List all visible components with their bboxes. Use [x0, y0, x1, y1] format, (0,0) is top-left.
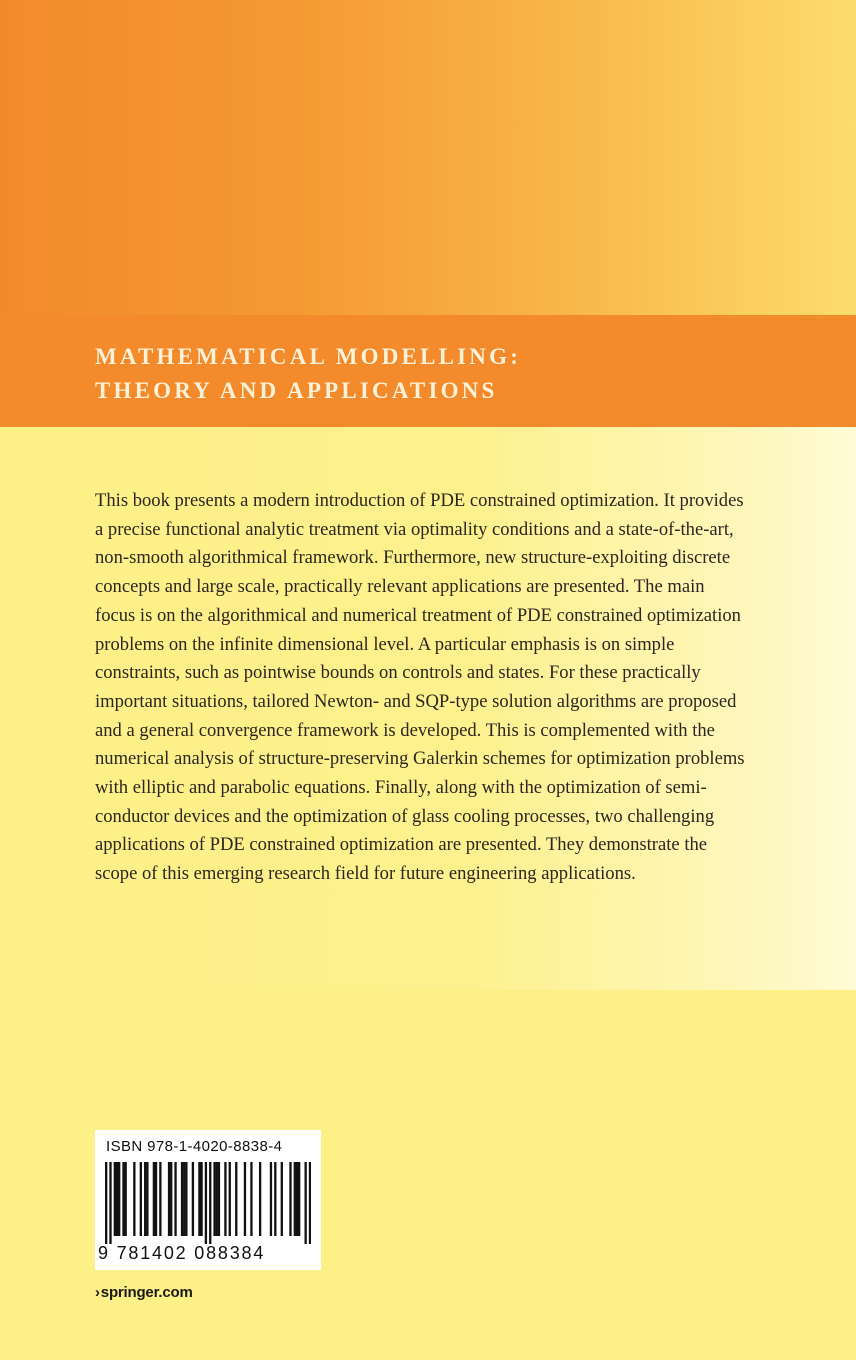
barcode-bar — [181, 1162, 183, 1236]
barcode-bar — [259, 1162, 261, 1236]
series-title-line-1: MATHEMATICAL MODELLING: — [95, 344, 522, 369]
barcode-bar — [122, 1162, 124, 1236]
barcode-bar — [183, 1162, 185, 1236]
barcode-bar — [174, 1162, 176, 1236]
barcode-bar — [116, 1162, 118, 1236]
barcode-bar — [159, 1162, 161, 1236]
barcode-bar — [170, 1162, 172, 1236]
barcode-bar — [270, 1162, 272, 1236]
barcode-bar — [216, 1162, 218, 1236]
description-line: and a general convergence framework is developed. This is complemented with the — [95, 719, 715, 741]
barcode-bar — [185, 1162, 187, 1236]
publisher-website-link[interactable] — [95, 1284, 193, 1301]
barcode-bar — [118, 1162, 120, 1236]
description-line: a precise functional analytic treatment via optimality conditions and a state-of-the-art, — [95, 518, 734, 540]
barcode-bar — [218, 1162, 220, 1236]
barcode-bar — [146, 1162, 148, 1236]
barcode-bar — [235, 1162, 237, 1236]
barcode-bar — [198, 1162, 200, 1236]
barcode-bar — [114, 1162, 116, 1236]
barcode-bar — [296, 1162, 298, 1236]
barcode-bar — [309, 1162, 311, 1244]
barcode-digits: 9 781402 088384 — [98, 1243, 266, 1263]
series-title — [95, 340, 521, 408]
barcode-bar — [298, 1162, 300, 1236]
description-line: scope of this emerging research field for future engineering applications. — [95, 863, 636, 885]
barcode-bar — [133, 1162, 135, 1236]
barcode-bar — [109, 1162, 111, 1244]
barcode-bar — [125, 1162, 127, 1236]
barcode-bar — [209, 1162, 211, 1244]
description-line: concepts and large scale, practically relevant applications are presented. The main — [95, 576, 705, 598]
barcode-bar — [244, 1162, 246, 1236]
barcode-bar — [250, 1162, 252, 1236]
barcode-bar — [281, 1162, 283, 1236]
description-line: conductor devices and the optimization of glass cooling processes, two challenging — [95, 805, 715, 827]
description-line: numerical analysis of structure-preserving Galerkin schemes for optimization problems — [95, 748, 745, 770]
barcode-bar — [229, 1162, 231, 1236]
barcode-bar — [205, 1162, 207, 1244]
barcode-bar — [289, 1162, 291, 1236]
barcode-bar — [105, 1162, 107, 1244]
barcode-bar — [155, 1162, 157, 1236]
description-line: focus is on the algorithmical and numerical treatment of PDE constrained optimization — [95, 604, 741, 626]
barcode-bar — [192, 1162, 194, 1236]
publisher-website-text: springer.com — [100, 1284, 193, 1301]
book-description — [95, 487, 795, 889]
isbn-barcode-box — [95, 1130, 321, 1270]
barcode-bar — [200, 1162, 202, 1236]
cover-top-gradient — [0, 0, 856, 315]
barcode-bar — [304, 1162, 306, 1244]
isbn-label: ISBN 978-1-4020-8838-4 — [106, 1138, 283, 1155]
description-line: constraints, such as pointwise bounds on controls and states. For these practically — [95, 662, 701, 684]
barcode-bar — [294, 1162, 296, 1236]
barcode-bar — [168, 1162, 170, 1236]
series-title-line-2: THEORY AND APPLICATIONS — [95, 378, 498, 403]
barcode-bar — [140, 1162, 142, 1236]
barcode-bar — [213, 1162, 215, 1236]
chevron-right-icon: › — [95, 1284, 100, 1301]
description-line: applications of PDE constrained optimization are presented. They demonstrate the — [95, 834, 708, 856]
description-line: non-smooth algorithmical framework. Furthermore, new structure-exploiting discrete — [95, 547, 731, 569]
barcode-bar — [144, 1162, 146, 1236]
barcode-bar — [153, 1162, 155, 1236]
description-line: important situations, tailored Newton- and SQP-type solution algorithms are proposed — [95, 690, 737, 712]
barcode-icon — [105, 1162, 311, 1244]
description-line: with elliptic and parabolic equations. Finally, along with the optimization of semi- — [95, 777, 707, 799]
description-line: problems on the infinite dimensional level. A particular emphasis is on simple — [95, 633, 675, 655]
barcode-bar — [224, 1162, 226, 1236]
barcode-bar — [274, 1162, 276, 1236]
description-line: This book presents a modern introduction of PDE constrained optimization. It provides — [95, 490, 744, 511]
